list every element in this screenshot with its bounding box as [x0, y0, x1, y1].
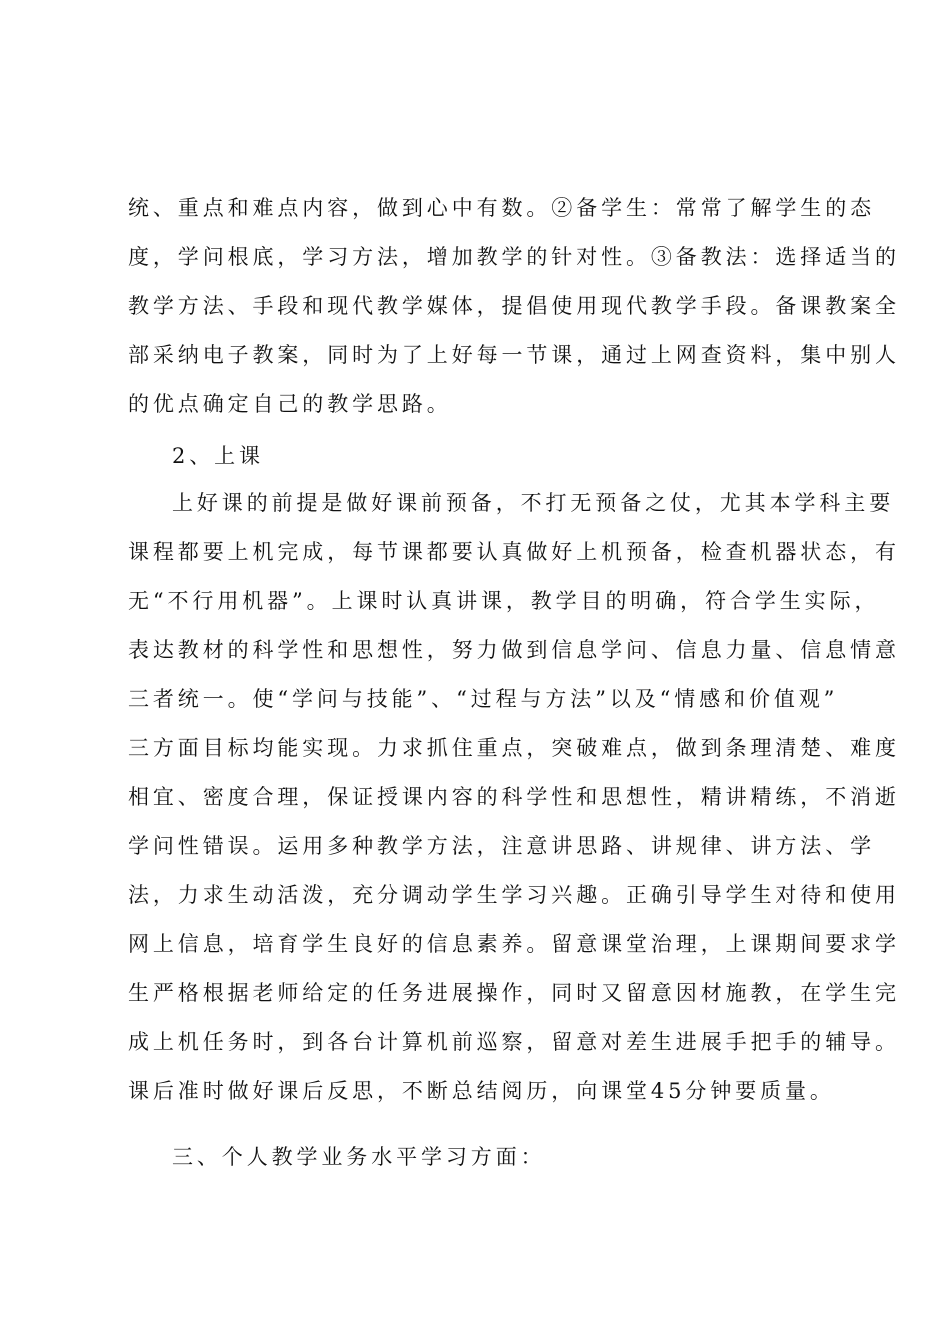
section-heading-class — [128, 432, 830, 481]
text-line: 学问性错误。运用多种教学方法，注意讲思路、讲规律、讲方法、学 — [128, 834, 875, 858]
section-heading-personal-study — [128, 1133, 830, 1182]
text-line: 网上信息，培育学生良好的信息素养。留意课堂治理，上课期间要求学 — [128, 932, 900, 956]
text-line: 课后准时做好课后反思，不断总结阅历，向课堂45分钟要质量。 — [128, 1079, 835, 1103]
text-line: 无“不行用机器”。上课时认真讲课，教学目的明确，符合学生实际， — [128, 589, 880, 613]
text-line: 上好课的前提是做好课前预备，不打无预备之仗，尤其本学科主要 — [172, 491, 895, 515]
text-line: 相宜、密度合理，保证授课内容的科学性和思想性，精讲精练，不消逝 — [128, 785, 900, 809]
text-line: 统、重点和难点内容，做到心中有数。②备学生：常常了解学生的态 — [128, 196, 875, 220]
paragraph-class-teaching — [128, 479, 900, 1116]
heading-text: 2、上课 — [172, 444, 264, 468]
text-line: 部采纳电子教案，同时为了上好每一节课，通过上网查资料，集中别人 — [128, 343, 900, 367]
text-line: 成上机任务时，到各台计算机前巡察，留意对差生进展手把手的辅导。 — [128, 1030, 900, 1054]
text-line: 三方面目标均能实现。力求抓住重点，突破难点，做到条理清楚、难度 — [128, 736, 900, 760]
text-line: 的优点确定自己的教学思路。 — [128, 392, 452, 416]
heading-text: 三、个人教学业务水平学习方面： — [172, 1145, 546, 1169]
text-line: 三者统一。使“学问与技能”、“过程与方法”以及“情感和价值观” — [128, 687, 839, 711]
text-line: 表达教材的科学性和思想性，努力做到信息学问、信息力量、信息情意 — [128, 638, 900, 662]
text-line: 教学方法、手段和现代教学媒体，提倡使用现代教学手段。备课教案全 — [128, 294, 900, 318]
text-line: 生严格根据老师给定的任务进展操作，同时又留意因材施教，在学生完 — [128, 981, 900, 1005]
paragraph-lesson-preparation — [128, 184, 900, 429]
text-line: 法，力求生动活泼，充分调动学生学习兴趣。正确引导学生对待和使用 — [128, 883, 900, 907]
text-line: 课程都要上机完成，每节课都要认真做好上机预备，检查机器状态，有 — [128, 540, 900, 564]
text-line: 度，学问根底，学习方法，增加教学的针对性。③备教法：选择适当的 — [128, 245, 900, 269]
